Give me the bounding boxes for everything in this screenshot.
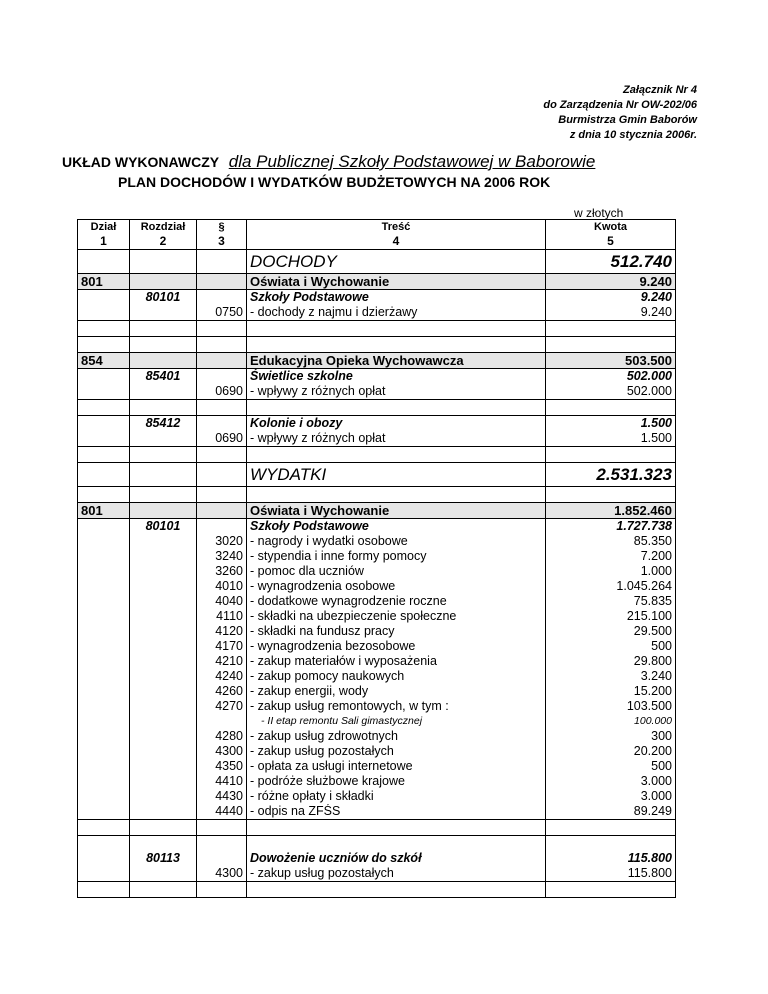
item-name: - opłata za usługi internetowe (247, 759, 546, 774)
item-name: - zakup energii, wody (247, 684, 546, 699)
income-total-row (78, 250, 676, 274)
item-value: 75.835 (546, 594, 676, 609)
item-name: - dodatkowe wynagrodzenie roczne (247, 594, 546, 609)
expense-total: 2.531.323 (546, 463, 676, 487)
item-value: 9.240 (546, 305, 676, 321)
chapter-row (78, 290, 676, 306)
table-row (78, 729, 676, 744)
par-code: 4280 (197, 729, 247, 744)
section-name: Oświata i Wychowanie (247, 274, 546, 290)
annex-note (543, 83, 697, 143)
item-value: 502.000 (546, 384, 676, 400)
par-code: 4120 (197, 624, 247, 639)
item-name: - zakup pomocy naukowych (247, 669, 546, 684)
separator-row (78, 321, 676, 337)
page-title (62, 152, 595, 172)
par-code: 3260 (197, 564, 247, 579)
table-row (78, 684, 676, 699)
item-name: - zakup usług remontowych, w tym : (247, 699, 546, 714)
chapter-code: 80101 (130, 519, 197, 535)
separator-row (78, 400, 676, 416)
table-row (78, 579, 676, 594)
item-name: - wynagrodzenia osobowe (247, 579, 546, 594)
item-name: - podróże służbowe krajowe (247, 774, 546, 789)
table-row (78, 744, 676, 759)
dzial-code: 801 (78, 274, 130, 290)
par-code: 4210 (197, 654, 247, 669)
par-code: 4300 (197, 866, 247, 882)
section-value: 503.500 (546, 353, 676, 369)
section-row (78, 353, 676, 369)
item-value: 1.045.264 (546, 579, 676, 594)
header-rozdzial: Rozdział (130, 220, 197, 235)
separator-row (78, 820, 676, 836)
item-value: 115.800 (546, 866, 676, 882)
table-row (78, 669, 676, 684)
header-tresc: Treść (247, 220, 546, 235)
item-value: 3.000 (546, 789, 676, 804)
table-row (78, 431, 676, 447)
table-row (78, 305, 676, 321)
section-row (78, 503, 676, 519)
item-value: 15.200 (546, 684, 676, 699)
chapter-name: Szkoły Podstawowe (247, 290, 546, 306)
item-value: 20.200 (546, 744, 676, 759)
title-prefix: UKŁAD WYKONAWCZY (62, 154, 219, 170)
chapter-row (78, 519, 676, 535)
item-name: - zakup usług pozostałych (247, 744, 546, 759)
chapter-name: Świetlice szkolne (247, 369, 546, 385)
item-value: 103.500 (546, 699, 676, 714)
header-num: 1 (78, 234, 130, 250)
par-code: 4270 (197, 699, 247, 714)
header-num: 4 (247, 234, 546, 250)
item-value: 3.000 (546, 774, 676, 789)
item-name: - zakup usług pozostałych (247, 866, 546, 882)
item-name: - zakup usług zdrowotnych (247, 729, 546, 744)
table-row (78, 866, 676, 882)
item-name: - dochody z najmu i dzierżawy (247, 305, 546, 321)
table-row (78, 534, 676, 549)
income-total: 512.740 (546, 250, 676, 274)
par-code: 4170 (197, 639, 247, 654)
item-name: - zakup materiałów i wyposażenia (247, 654, 546, 669)
chapter-value: 1.727.738 (546, 519, 676, 535)
par-code: 3020 (197, 534, 247, 549)
table-header (78, 220, 676, 235)
table-row (78, 639, 676, 654)
header-par: § (197, 220, 247, 235)
par-code: 0690 (197, 431, 247, 447)
subnote-name: - II etap remontu Sali gimastycznej (247, 714, 546, 729)
table-row (78, 609, 676, 624)
table-row (78, 594, 676, 609)
page-subtitle: PLAN DOCHODÓW I WYDATKÓW BUDŻETOWYCH NA 2006 ROK (118, 174, 551, 190)
item-name: - składki na fundusz pracy (247, 624, 546, 639)
item-name: - nagrody i wydatki osobowe (247, 534, 546, 549)
blank-row (78, 836, 676, 852)
par-code: 4440 (197, 804, 247, 820)
dzial-code: 801 (78, 503, 130, 519)
separator-row (78, 447, 676, 463)
par-code: 4410 (197, 774, 247, 789)
item-value: 7.200 (546, 549, 676, 564)
item-value: 29.500 (546, 624, 676, 639)
expense-total-row (78, 463, 676, 487)
item-value: 85.350 (546, 534, 676, 549)
item-name: - wynagrodzenia bezosobowe (247, 639, 546, 654)
par-code: 4110 (197, 609, 247, 624)
item-name: - stypendia i inne formy pomocy (247, 549, 546, 564)
title-italic: dla Publicznej Szkoły Podstawowej w Baborowie (228, 152, 596, 171)
table-row (78, 789, 676, 804)
chapter-name: Szkoły Podstawowe (247, 519, 546, 535)
annex-line2: do Zarządzenia Nr OW-202/06 (543, 99, 697, 111)
chapter-value: 1.500 (546, 416, 676, 432)
budget-table (77, 219, 676, 898)
table-row (78, 549, 676, 564)
section-value: 9.240 (546, 274, 676, 290)
par-code: 0690 (197, 384, 247, 400)
dzial-code: 854 (78, 353, 130, 369)
annex-line1: Załącznik Nr 4 (623, 84, 697, 96)
item-value: 215.100 (546, 609, 676, 624)
par-code: 4430 (197, 789, 247, 804)
item-name: - różne opłaty i składki (247, 789, 546, 804)
unit-label: w złotych (574, 206, 624, 220)
chapter-value: 502.000 (546, 369, 676, 385)
par-code: 4350 (197, 759, 247, 774)
subnote-row (78, 714, 676, 729)
chapter-name: Kolonie i obozy (247, 416, 546, 432)
section-row (78, 274, 676, 290)
chapter-code: 85412 (130, 416, 197, 432)
par-code: 4010 (197, 579, 247, 594)
table-row (78, 654, 676, 669)
table-row (78, 564, 676, 579)
item-value: 300 (546, 729, 676, 744)
section-value: 1.852.460 (546, 503, 676, 519)
chapter-value: 9.240 (546, 290, 676, 306)
par-code: 4040 (197, 594, 247, 609)
table-row (78, 759, 676, 774)
chapter-code: 80101 (130, 290, 197, 306)
expense-label: WYDATKI (247, 463, 546, 487)
separator-row (78, 882, 676, 898)
par-code: 4260 (197, 684, 247, 699)
item-value: 500 (546, 759, 676, 774)
chapter-name: Dowożenie uczniów do szkół (247, 851, 546, 866)
item-value: 3.240 (546, 669, 676, 684)
separator-row (78, 487, 676, 503)
par-code: 3240 (197, 549, 247, 564)
header-kwota: Kwota (546, 220, 676, 235)
item-name: - wpływy z różnych opłat (247, 431, 546, 447)
item-value: 89.249 (546, 804, 676, 820)
par-code: 4240 (197, 669, 247, 684)
par-code: 4300 (197, 744, 247, 759)
table-row (78, 384, 676, 400)
table-header-numbers (78, 234, 676, 250)
table-row (78, 804, 676, 820)
par-code: 0750 (197, 305, 247, 321)
section-name: Oświata i Wychowanie (247, 503, 546, 519)
header-num: 2 (130, 234, 197, 250)
section-name: Edukacyjna Opieka Wychowawcza (247, 353, 546, 369)
item-name: - składki na ubezpieczenie społeczne (247, 609, 546, 624)
annex-line4: z dnia 10 stycznia 2006r. (569, 129, 697, 141)
blank-row (78, 337, 676, 353)
annex-line3: Burmistrza Gmin Baborów (558, 114, 697, 126)
subnote-value: 100.000 (546, 714, 676, 729)
chapter-value: 115.800 (546, 851, 676, 866)
item-name: - odpis na ZFŚS (247, 804, 546, 820)
chapter-row (78, 416, 676, 432)
item-name: - pomoc dla uczniów (247, 564, 546, 579)
item-value: 1.500 (546, 431, 676, 447)
item-value: 1.000 (546, 564, 676, 579)
table-row (78, 699, 676, 714)
chapter-code: 85401 (130, 369, 197, 385)
header-dzial: Dział (78, 220, 130, 235)
chapter-row (78, 369, 676, 385)
income-label: DOCHODY (247, 250, 546, 274)
item-value: 29.800 (546, 654, 676, 669)
chapter-code: 80113 (130, 851, 197, 866)
item-name: - wpływy z różnych opłat (247, 384, 546, 400)
header-num: 5 (546, 234, 676, 250)
table-row (78, 774, 676, 789)
header-num: 3 (197, 234, 247, 250)
chapter-row (78, 851, 676, 866)
item-value: 500 (546, 639, 676, 654)
table-row (78, 624, 676, 639)
